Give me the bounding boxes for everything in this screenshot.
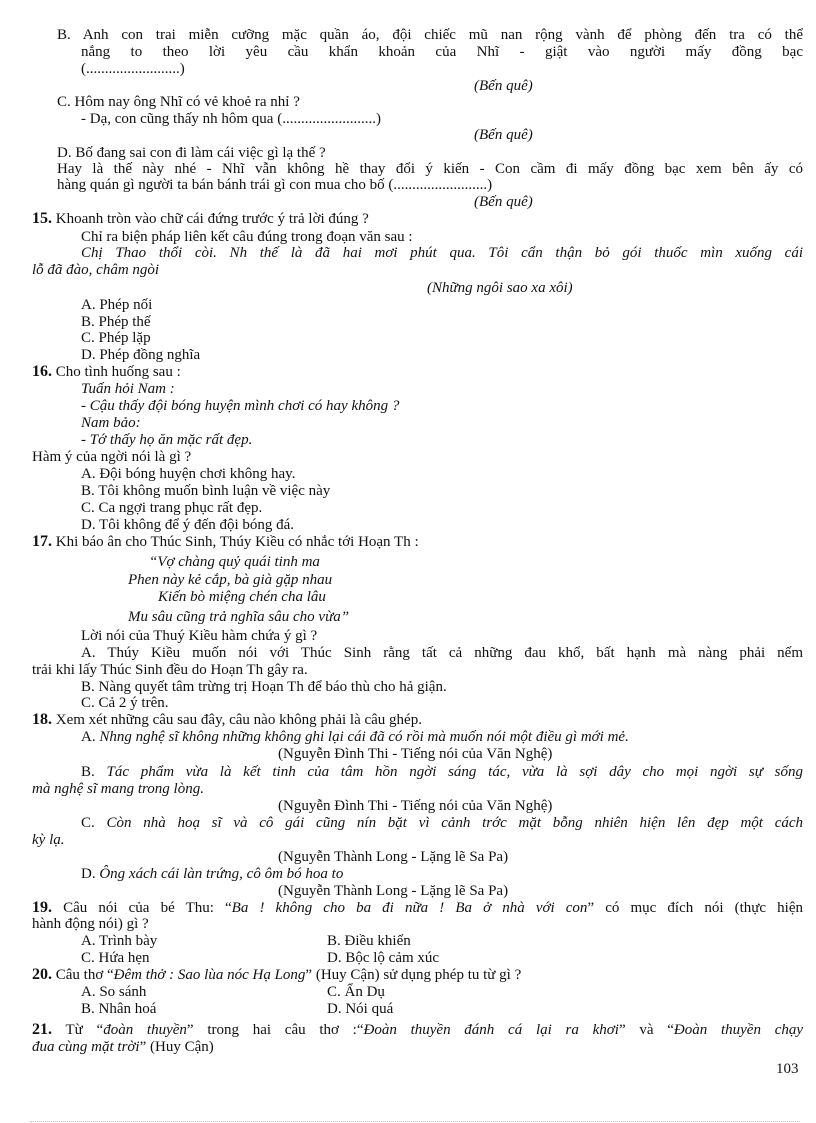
question-16-stem: Cho tình huống sau : bbox=[55, 364, 181, 380]
question-19-option-d: D. Bộc lộ cảm xúc bbox=[327, 950, 440, 966]
question-20 bbox=[32, 967, 521, 983]
question-19 bbox=[32, 900, 803, 916]
question-16 bbox=[32, 364, 181, 380]
top-c-line2: - Dạ, con cũng thấy nh hôm qua (.........................) bbox=[81, 111, 381, 127]
question-17-verse-3: Kiến bò miệng chén cha lâu bbox=[158, 589, 326, 605]
question-21 bbox=[32, 1022, 803, 1038]
question-18-stem: Xem xét những câu sau đây, câu nào không phải là câu ghép. bbox=[55, 712, 422, 728]
question-18-option-c-label: C. bbox=[81, 815, 95, 831]
top-d-line1: D. Bố đang sai con đi làm cái việc gì lạ thế ? bbox=[57, 145, 326, 161]
question-20-post: ” (Huy Cận) sử dụng phép tu từ gì ? bbox=[305, 967, 522, 983]
question-17-option-c: C. Cả 2 ý trên. bbox=[81, 695, 169, 711]
question-16-line3: Nam bảo: bbox=[81, 415, 141, 431]
question-19-quote: Ba ! không cho ba đi nữa ! Ba ở nhà với con bbox=[231, 900, 588, 916]
question-19-text-b: ” có mục đích nói (thực hiện bbox=[587, 900, 803, 916]
question-17-verse-1: “Vợ chàng quỷ quái tinh ma bbox=[149, 554, 320, 570]
question-19-text-a: Câu nói của bé Thu: “ bbox=[63, 900, 232, 916]
question-18-option-d-text: Ông xách cái làn trứng, cô ôm bó hoa to bbox=[99, 866, 344, 882]
question-17-option-a-line2: trải khi lấy Thúc Sinh đều do Hoạn Th gây ra. bbox=[32, 662, 308, 678]
question-18-option-c-text: Còn nhà hoạ sĩ và cô gái cũng nín bặt vì cảnh trớc mặt bỗng nhiên hiện lên đẹp một cách bbox=[106, 815, 804, 831]
question-15-number: 15. bbox=[32, 210, 52, 227]
question-18-option-a bbox=[81, 729, 629, 745]
question-15-sub: Chỉ ra biện pháp liên kết câu đúng trong đoạn văn sau : bbox=[81, 229, 413, 245]
question-15-quote-line1: Chị Thao thổi còi. Nh thế là đã hai mơi phút qua. Tôi cẩn thận bỏ gói thuốc mìn xuống cái bbox=[81, 245, 803, 261]
question-21-quote-2b: đua cùng mặt trời bbox=[32, 1039, 140, 1055]
question-18-option-b-text: Tác phẩm vừa là kết tinh của tâm hồn ngời sáng tác, vừa là sợi dây cho mọi ngời sự sống bbox=[106, 764, 804, 780]
question-16-ask: Hàm ý của ngời nói là gì ? bbox=[32, 449, 192, 465]
question-20-pre: Câu thơ “ bbox=[55, 967, 114, 983]
question-16-number: 16. bbox=[32, 363, 52, 380]
question-17-ask: Lời nói của Thuý Kiều hàm chứa ý gì ? bbox=[81, 628, 318, 644]
source-ben-que-2: (Bến quê) bbox=[474, 127, 533, 143]
source-ben-que-1: (Bến quê) bbox=[474, 78, 533, 94]
question-21-number: 21. bbox=[32, 1021, 52, 1038]
question-15-option-c: C. Phép lặp bbox=[81, 330, 151, 346]
question-21-p2: ” trong hai câu thơ :“ bbox=[186, 1022, 364, 1038]
question-20-number: 20. bbox=[32, 966, 52, 983]
question-19-option-a: A. Trình bày bbox=[81, 933, 158, 949]
question-15-option-d: D. Phép đồng nghĩa bbox=[81, 347, 201, 363]
question-18-option-b-line1 bbox=[81, 764, 803, 780]
question-16-line4: - Tớ thấy họ ăn mặc rất đẹp. bbox=[81, 432, 253, 448]
footer-divider bbox=[30, 1121, 800, 1122]
question-17-verse-2: Phen này kẻ cắp, bà già gặp nhau bbox=[128, 572, 333, 588]
question-21-p1: Từ “ bbox=[65, 1022, 104, 1038]
question-18-source-c: (Nguyễn Thành Long - Lặng lẽ Sa Pa) bbox=[278, 849, 509, 865]
question-17-stem: Khi báo ân cho Thúc Sinh, Thúy Kiều có nhắc tới Hoạn Th : bbox=[55, 534, 419, 550]
question-18-source-b: (Nguyễn Đình Thi - Tiếng nói của Văn Nghệ) bbox=[278, 798, 553, 814]
question-17-option-b: B. Nàng quyết tâm trừng trị Hoạn Th để báo thù cho hả giận. bbox=[81, 679, 447, 695]
question-19-number: 19. bbox=[32, 899, 52, 916]
question-17 bbox=[32, 534, 419, 550]
question-18-option-b-line2: mà nghệ sĩ mang trong lòng. bbox=[32, 781, 204, 797]
top-c-line1: C. Hôm nay ông Nhĩ có vẻ khoẻ ra nhỉ ? bbox=[57, 94, 300, 110]
question-17-verse-4: Mu sâu cũng trả nghĩa sâu cho vừa” bbox=[128, 609, 350, 625]
question-16-line2: - Cậu thấy đội bóng huyện mình chơi có hay không ? bbox=[81, 398, 400, 414]
source-ben-que-3: (Bến quê) bbox=[474, 194, 533, 210]
question-21-line2-post: ” (Huy Cận) bbox=[139, 1039, 214, 1055]
question-18-option-a-text: Nhng nghệ sĩ không những không ghi lại cái đã có rồi mà muốn nói một điều gì mới mẻ. bbox=[99, 729, 629, 745]
question-17-number: 17. bbox=[32, 533, 52, 550]
question-18-source-d: (Nguyễn Thành Long - Lặng lẽ Sa Pa) bbox=[278, 883, 509, 899]
question-16-option-b: B. Tôi không muốn bình luận về việc này bbox=[81, 483, 331, 499]
top-b-line1: B. Anh con trai miễn cưỡng mặc quần áo, đội chiếc mũ nan rộng vành để phòng đến tra có thể bbox=[57, 27, 803, 43]
question-16-option-c: C. Ca ngợi trang phục rất đẹp. bbox=[81, 500, 263, 516]
question-15 bbox=[32, 211, 369, 227]
question-18-option-d-label: D. bbox=[81, 866, 96, 882]
question-18-option-d bbox=[81, 866, 343, 882]
question-17-option-a-line1: A. Thúy Kiều muốn nói với Thúc Sinh rằng tất cả những đau khổ, bất hạnh mà nàng phải nếm bbox=[81, 645, 803, 661]
top-d-line2: Hay là thế này nhé - Nhĩ vẫn không hề thay đổi ý kiến - Con cầm đi mấy đồng bạc xem bên ấy có bbox=[57, 161, 803, 177]
question-15-source: (Những ngôi sao xa xôi) bbox=[427, 280, 573, 296]
question-18-option-c-line2: kỳ lạ. bbox=[32, 832, 65, 848]
question-19-option-b: B. Điều khiển bbox=[327, 933, 411, 949]
question-18-option-c-line1 bbox=[81, 815, 803, 831]
question-19-option-c: C. Hứa hẹn bbox=[81, 950, 150, 966]
question-16-option-a: A. Đội bóng huyện chơi không hay. bbox=[81, 466, 296, 482]
question-18-option-b-label: B. bbox=[81, 764, 95, 780]
question-15-quote-line2: lỗ đã đào, châm ngòi bbox=[32, 262, 160, 278]
question-18-number: 18. bbox=[32, 711, 52, 728]
question-21-p3: ” và “ bbox=[618, 1022, 674, 1038]
question-20-option-b: B. Nhân hoá bbox=[81, 1001, 157, 1017]
question-20-option-a: A. So sánh bbox=[81, 984, 147, 1000]
question-21-quote-1: Đoàn thuyền đánh cá lại ra khơi bbox=[363, 1022, 619, 1038]
page-number: 103 bbox=[776, 1061, 799, 1077]
question-20-option-c: C. Ẩn Dụ bbox=[327, 984, 385, 1000]
question-16-line1: Tuấn hỏi Nam : bbox=[81, 381, 175, 397]
question-20-quote: Đêm thở : Sao lùa nóc Hạ Long bbox=[113, 967, 306, 983]
question-21-quote-2a: Đoàn thuyền chạy bbox=[673, 1022, 804, 1038]
top-b-line3: (.........................) bbox=[81, 61, 185, 77]
top-b-line2: nắng to theo lời yêu cầu khẩn khoản của Nhĩ - giật vào người mấy đồng bạc bbox=[81, 44, 803, 60]
question-18-option-a-label: A. bbox=[81, 729, 96, 745]
question-20-option-d: D. Nói quá bbox=[327, 1001, 394, 1017]
question-15-option-b: B. Phép thế bbox=[81, 314, 151, 330]
question-21-line2 bbox=[32, 1039, 214, 1055]
question-15-option-a: A. Phép nối bbox=[81, 297, 153, 313]
question-21-term: đoàn thuyền bbox=[103, 1022, 187, 1038]
question-15-stem: Khoanh tròn vào chữ cái đứng trước ý trả lời đúng ? bbox=[55, 211, 369, 227]
question-18-source-a: (Nguyễn Đình Thi - Tiếng nói của Văn Nghệ) bbox=[278, 746, 553, 762]
top-d-line3: hàng quán gì người ta bán bánh trái gì con mua cho bố (.........................) bbox=[57, 177, 493, 193]
question-16-option-d: D. Tôi không để ý đến đội bóng đá. bbox=[81, 517, 295, 533]
question-19-line2: hành động nói) gì ? bbox=[32, 916, 149, 932]
question-18 bbox=[32, 712, 422, 728]
